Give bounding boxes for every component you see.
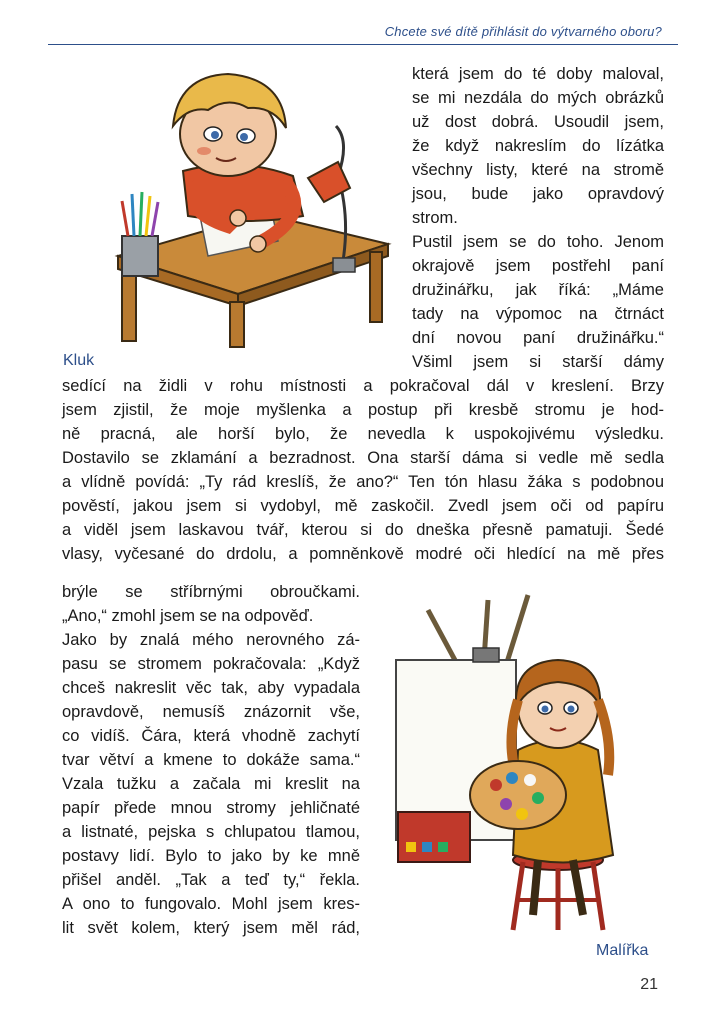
text-line: sedící na židli v rohu místnosti a pokračoval dál v kreslení. Brzy bbox=[62, 377, 664, 395]
text-line: A ono to fungovalo. Mohl jsem kres- bbox=[62, 895, 360, 913]
text-line: tvar větví a kmene to dokáže sama.“ bbox=[62, 751, 360, 769]
text-line: pasu se stromem pokračovala: „Když bbox=[62, 655, 360, 673]
text-line: jsou, bude jako opravdový bbox=[412, 185, 664, 203]
text-line: jsem zjistil, že moje myšlenka a postup při kresbě stromu je hod- bbox=[62, 401, 664, 419]
text-line: která jsem do té doby maloval, bbox=[412, 65, 664, 83]
header-title: Chcete své dítě přihlásit do výtvarného oboru? bbox=[384, 24, 662, 39]
text-line: dní novou paní družinářku.“ bbox=[412, 329, 664, 347]
header-rule bbox=[48, 44, 678, 45]
page-number: 21 bbox=[640, 976, 658, 993]
text-line: opravdově, nemusíš znázornit vše, bbox=[62, 703, 360, 721]
text-line: pověstí, jakou jsem si vydobyl, mě zaskočil. Zvedl jsem oči od papíru bbox=[62, 497, 664, 515]
girl-painter-illustration bbox=[388, 590, 648, 935]
text-line: okrajově jsem postřehl paní bbox=[412, 257, 664, 275]
text-line: chceš nakreslit věc tak, aby vypadala bbox=[62, 679, 360, 697]
text-line: Jako by znalá mého nerovného zá- bbox=[62, 631, 360, 649]
text-line: Dostavilo se zklamání a bezradnost. Ona starší dáma si vedle mě sedla bbox=[62, 449, 664, 467]
text-line: a vlídně povídá: „Ty rád kreslíš, že ano?“ Ten tón hlasu žáka s podobnou bbox=[62, 473, 664, 491]
text-line: že když nakreslím do lízátka bbox=[412, 137, 664, 155]
text-line: a listnaté, pejska s chlupatou tlamou, bbox=[62, 823, 360, 841]
text-line: všechny listy, které na stromě bbox=[412, 161, 664, 179]
text-line: „Ano,“ zmohl jsem se na odpověď. bbox=[62, 607, 314, 625]
text-line: družinářku, jak říká: „Máme bbox=[412, 281, 664, 299]
girl-caption: Malířka bbox=[596, 942, 649, 959]
boy-drawing-illustration bbox=[88, 66, 393, 351]
text-line: tady na výpomoc na čtrnáct bbox=[412, 305, 664, 323]
text-line: postavy lidí. Bylo to jako by ke mně bbox=[62, 847, 360, 865]
text-line: Vzala tužku a začala mi kreslit na bbox=[62, 775, 360, 793]
text-line: Všiml jsem si starší dámy bbox=[412, 353, 664, 371]
text-line: lit svět kolem, který jsem měl rád, bbox=[62, 919, 360, 937]
text-line: strom. bbox=[412, 209, 458, 227]
text-line: papír přede mnou stromy jehličnaté bbox=[62, 799, 360, 817]
running-header bbox=[0, 20, 720, 48]
text-line: vlasy, vyčesané do drdolu, a pomněnkově modré oči hledící na mě přes bbox=[62, 545, 664, 563]
text-line: co vidíš. Čára, která vhodně zachytí bbox=[62, 727, 360, 745]
text-line: brýle se stříbrnými obroučkami. bbox=[62, 583, 360, 601]
text-line: se mi nezdála do mých obrázků bbox=[412, 89, 664, 107]
boy-caption: Kluk bbox=[63, 352, 95, 369]
text-line: už dost dobrá. Usoudil jsem, bbox=[412, 113, 664, 131]
text-line: Pustil jsem se do toho. Jenom bbox=[412, 233, 664, 251]
text-line: přišel anděl. „Tak a teď ty,“ řekla. bbox=[62, 871, 360, 889]
text-line: ně pracná, ale horší bylo, že nevedla k uspokojivému výsledku. bbox=[62, 425, 664, 443]
text-line: a viděl jsem laskavou tvář, kterou si do dneška přesně pamatuji. Šedé bbox=[62, 521, 664, 539]
